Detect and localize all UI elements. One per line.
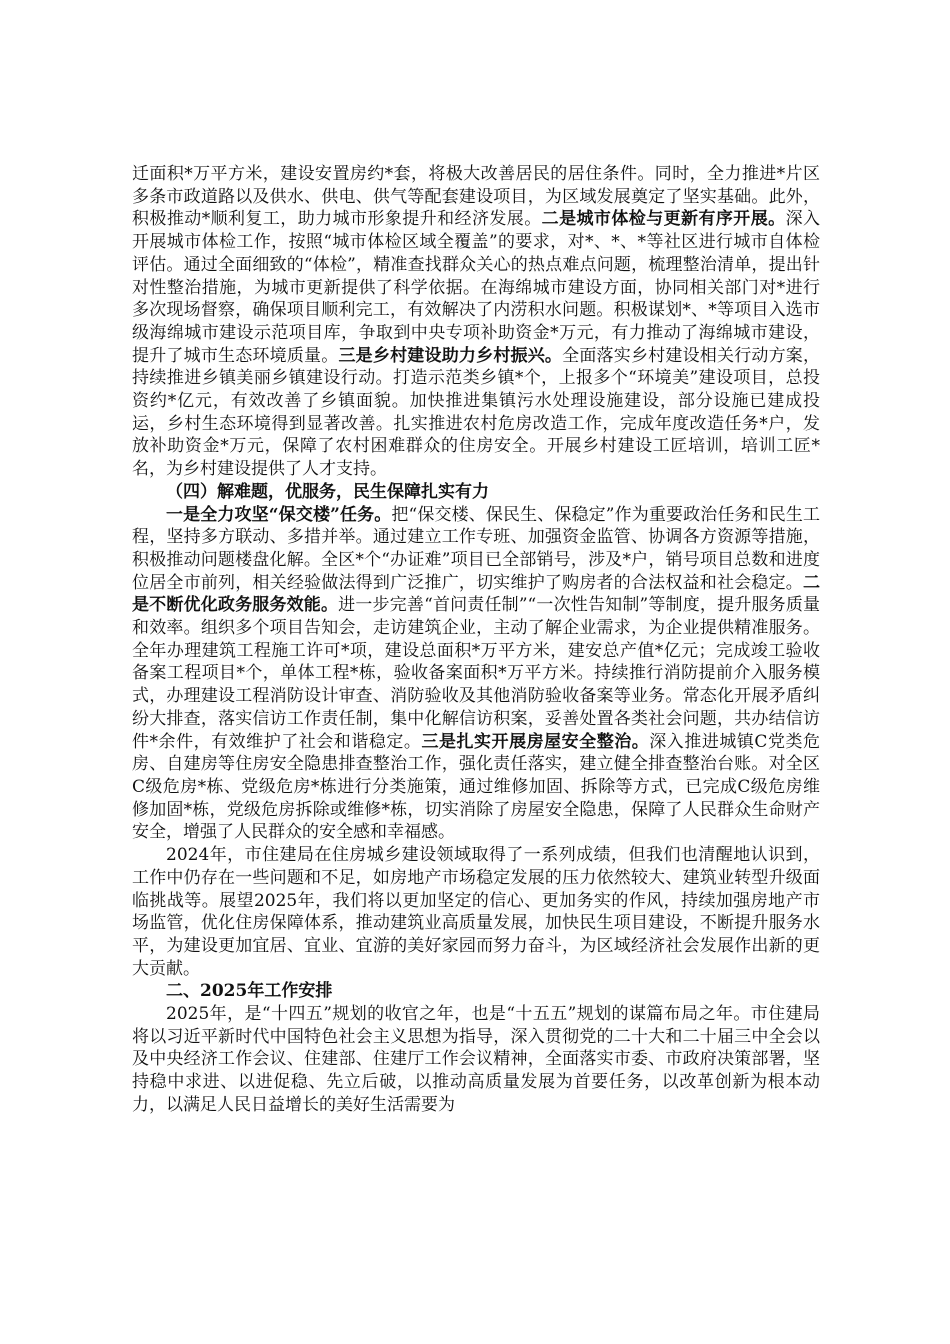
text-run: 迁面积*万平方米，建设安置房约*套，将极大改善居民的居住条件。同时，全力推进*片区多条市政道路以及供水、供电、供气等配套建设项目，为区域发展奠定了坚实基础。此外，积极推动*顺利复工，助力城市形象提升和经济发展。	[132, 164, 820, 230]
section-heading-4	[132, 481, 820, 504]
text-run: 2024年，市住建局在住房城乡建设领域取得了一系列成绩，但我们也清醒地认识到，工作中仍存在一些问题和不足，如房地产市场稳定发展的压力依然较大、建筑业转型升级面临挑战等。展望2025年，我们将以更加坚定的信心、更加务实的作风，持续加强房地产市场监管，优化住房保障体系，推动建筑业高质量发展，加快民生项目建设，不断提升服务水平，为建设更加宜居、宜业、宜游的美好家园而努力奋斗，为区域经济社会发展作出新的更大贡献。	[132, 845, 820, 979]
text-run: 进一步完善“首问责任制”“一次性告知制”等制度，提升服务质量和效率。组织多个项目告知会，走访建筑企业，主动了解企业需求，为企业提供精准服务。全年办理建筑工程施工许可*项，建设总面积*万平方米，建安总产值*亿元；完成竣工验收备案工程项目*个，单体工程*栋，验收备案面积*万平方米。持续推行消防提前介入服务模式，办理建设工程消防设计审查、消防验收及其他消防验收备案等业务。常态化开展矛盾纠纷大排查，落实信访工作责任制，集中化解信访积案，妥善处置各类社会问题，共办结信访件*余件，有效维护了社会和谐稳定。	[132, 595, 820, 752]
heading-text: （四）解难题，优服务，民生保障扎实有力	[166, 481, 489, 502]
text-run: 深入推进城镇C党类危房、自建房等住房安全隐患排查整治工作，强化责任落实，建立健全排查整治台账。对全区C级危房*栋、党级危房*栋进行分类施策，通过维修加固、拆除等方式，已完成C级危房维修加固*栋，党级危房拆除或维修*栋，切实消除了房屋安全隐患，保障了人民群众生命财产安全，增强了人民群众的安全感和幸福感。	[132, 731, 820, 843]
text-run: 全面落实乡村建设相关行动方案，持续推进乡镇美丽乡镇建设行动。打造示范类乡镇*个，上报多个“环境美”建设项目，总投资约*亿元，有效改善了乡镇面貌。加快推进集镇污水处理设施建设，部分设施已建成投运，乡村生态环境得到显著改善。扎实推进农村危房改造工作，完成年度改造任务*户，发放补助资金*万元，保障了农村困难群众的住房安全。开展乡村建设工匠培训，培训工匠*名，为乡村建设提供了人才支持。	[132, 345, 821, 480]
paragraph-summary-2024	[132, 844, 820, 980]
bold-lead-housing-safety: 三是扎实开展房屋安全整治。	[421, 731, 650, 752]
text-run: 2025年，是“十四五”规划的收官之年，也是“十五五”规划的谋篇布局之年。市住建局将以习近平新时代中国特色社会主义思想为指导，深入贯彻党的二十大和二十届三中全会以及中央经济工作会议、住建部、住建厅工作会议精神，全面落实市委、市政府决策部署，坚持稳中求进、以进促稳、先立后破，以推动高质量发展为首要任务，以改革创新为根本动力，以满足人民日益增长的美好生活需要为	[132, 1004, 820, 1115]
paragraph-urban-renewal	[132, 163, 820, 481]
bold-lead-guarantee-delivery: 一是全力攻坚“保交楼”任务。	[166, 504, 392, 525]
heading-text: 二、2025年工作安排	[166, 981, 333, 1002]
bold-lead-city-checkup: 二是城市体检与更新有序开展。	[541, 209, 786, 230]
text-run: 深入开展城市体检工作，按照“城市体检区域全覆盖”的要求，对*、*、*等社区进行城市自体检评估。通过全面细致的“体检”，精准查找群众关心的热点难点问题，梳理整治清单，提出针对性整治措施，为城市更新提供了科学依据。在海绵城市建设方面，协同相关部门对*进行多次现场督察，确保项目顺利完工，有效解决了内涝积水问题。积极谋划*、*等项目入选市级海绵城市建设示范项目库，争取到中央专项补助资金*万元，有力推动了海绵城市建设，提升了城市生态环境质量。	[132, 209, 821, 366]
paragraph-livelihood	[132, 504, 820, 845]
document-body	[132, 163, 820, 1117]
section-heading-2025-plan	[132, 980, 820, 1003]
paragraph-plan-2025	[132, 1003, 820, 1117]
bold-lead-rural-construction: 三是乡村建设助力乡村振兴。	[338, 345, 563, 366]
bold-lead-gov-service: 二是不断优化政务服务效能。	[132, 572, 820, 616]
text-run: 把“保交楼、保民生、保稳定”作为重要政治任务和民生工程，坚持多方联动、多措并举。通过建立工作专班、加强资金监管、协调各方资源等措施，积极推动问题楼盘化解。全区*个“办证难”项目已全部销号，涉及*户，销号项目总数和进度位居全市前列，相关经验做法得到广泛推广，切实维护了购房者的合法权益和社会稳定。	[132, 504, 820, 593]
